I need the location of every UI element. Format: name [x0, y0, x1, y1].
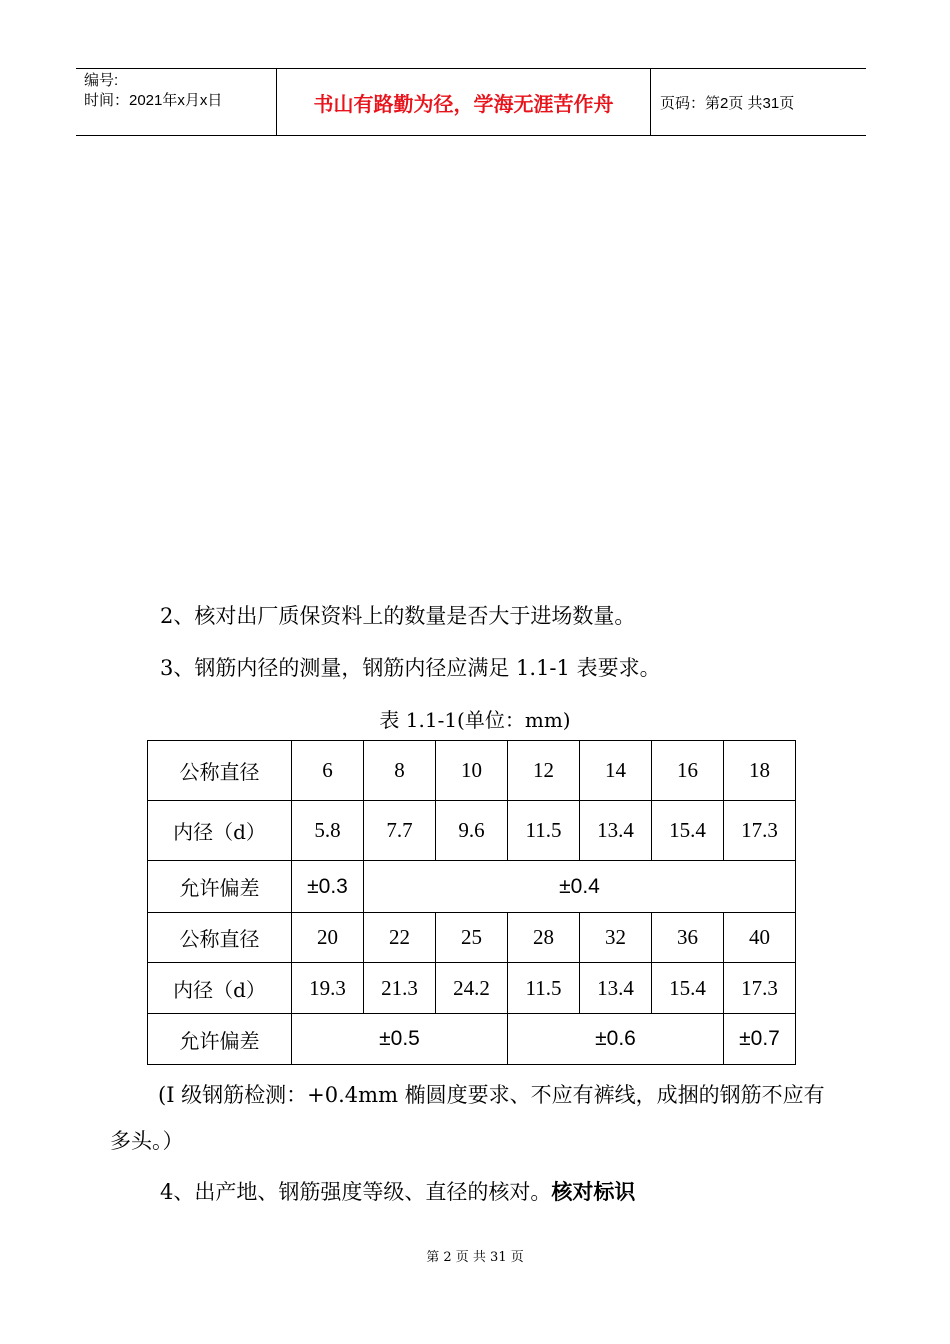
table-cell: 12 [508, 741, 580, 801]
row-label-inner: 内径（d） [148, 963, 292, 1014]
table-cell: 25 [436, 913, 508, 963]
table-cell: 32 [580, 913, 652, 963]
table-cell: 22 [364, 913, 436, 963]
table-caption: 表 1.1-1(单位：mm) [379, 708, 571, 732]
table-cell: 15.4 [652, 963, 724, 1014]
table-cell: 13.4 [580, 963, 652, 1014]
row-label-nominal: 公称直径 [148, 913, 292, 963]
table-row [148, 861, 796, 913]
header-date: 时间：2021年x月x日 [84, 92, 223, 109]
table-cell: 36 [652, 913, 724, 963]
paragraph-3: 3、钢筋内径的测量，钢筋内径应满足 1.1-1 表要求。 [160, 656, 661, 680]
note-paragraph [110, 1072, 835, 1164]
header-motto: 书山有路勤为径，学海无涯苦作舟 [277, 69, 651, 135]
table-cell: 8 [364, 741, 436, 801]
paragraph-4 [160, 1176, 635, 1206]
row-label-tolerance: 允许偏差 [148, 861, 292, 913]
header-page-info: 页码：第2页 共31页 [660, 94, 795, 112]
table-cell: 17.3 [724, 801, 796, 861]
table-cell: 40 [724, 913, 796, 963]
table-cell: 18 [724, 741, 796, 801]
table-cell: ±0.6 [508, 1014, 724, 1065]
table-cell: ±0.7 [724, 1014, 796, 1065]
header-meta [76, 69, 277, 135]
table-row [148, 741, 796, 801]
document-header [76, 68, 866, 136]
paragraph-4-text: 4、出产地、钢筋强度等级、直径的核对。 [160, 1180, 552, 1204]
paragraph-2: 2、核对出厂质保资料上的数量是否大于进场数量。 [160, 604, 636, 628]
paragraph-4-bold: 核对标识 [551, 1180, 636, 1204]
table-cell: 9.6 [436, 801, 508, 861]
table-cell: ±0.3 [292, 861, 364, 913]
table-cell: 21.3 [364, 963, 436, 1014]
table-cell: 16 [652, 741, 724, 801]
rebar-spec-table [147, 740, 796, 1065]
note-text: (I 级钢筋检测：+0.4mm 椭圆度要求、不应有裤线，成捆的钢筋不应有多头。） [110, 1083, 825, 1153]
table-cell: 24.2 [436, 963, 508, 1014]
table-cell: 11.5 [508, 801, 580, 861]
table-cell: 6 [292, 741, 364, 801]
row-label-nominal: 公称直径 [148, 741, 292, 801]
table-cell: 19.3 [292, 963, 364, 1014]
table-cell: 11.5 [508, 963, 580, 1014]
table-cell: 17.3 [724, 963, 796, 1014]
row-label-inner: 内径（d） [148, 801, 292, 861]
table-row [148, 1014, 796, 1065]
table-cell: 13.4 [580, 801, 652, 861]
table-cell: 5.8 [292, 801, 364, 861]
page-footer: 第 2 页 共 31 页 [426, 1250, 524, 1265]
table-cell: 14 [580, 741, 652, 801]
table-cell: ±0.4 [364, 861, 796, 913]
table-row [148, 963, 796, 1014]
row-label-tolerance: 允许偏差 [148, 1014, 292, 1065]
table-cell: 15.4 [652, 801, 724, 861]
table-row [148, 913, 796, 963]
table-cell: 7.7 [364, 801, 436, 861]
table-row [148, 801, 796, 861]
table-cell: 28 [508, 913, 580, 963]
header-number-label: 编号: [84, 72, 119, 89]
table-cell: 10 [436, 741, 508, 801]
table-cell: ±0.5 [292, 1014, 508, 1065]
table-cell: 20 [292, 913, 364, 963]
